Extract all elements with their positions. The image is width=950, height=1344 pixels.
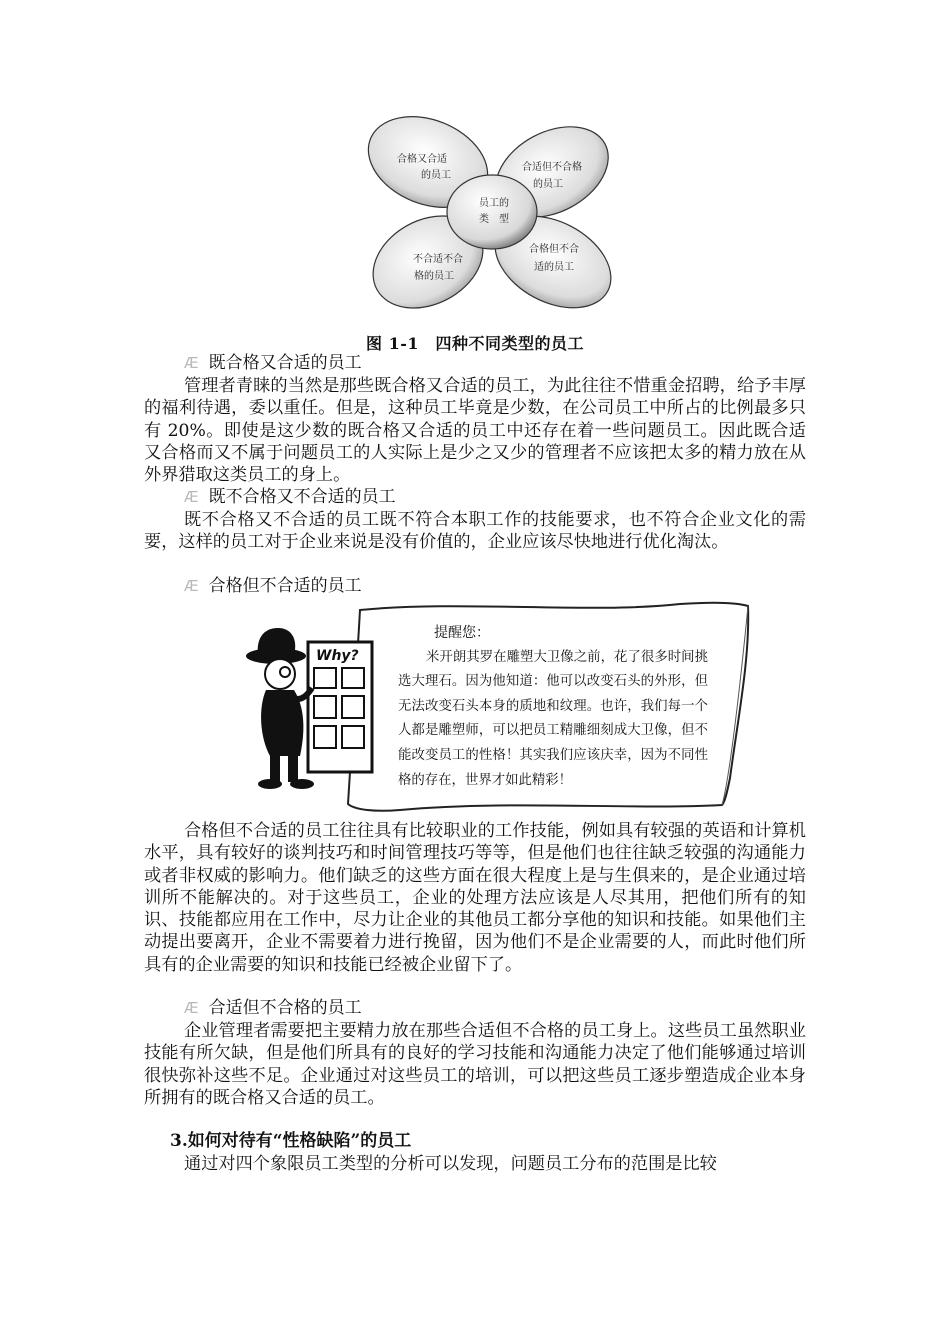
reminder-note-text bbox=[398, 621, 708, 793]
thinker-cartoon bbox=[246, 628, 372, 789]
leg bbox=[288, 754, 298, 782]
bullet-text: 既合格又合适的员工 bbox=[208, 353, 362, 373]
bullet-mark: Æ bbox=[184, 999, 199, 1017]
shoe bbox=[290, 779, 314, 789]
bullet-neither bbox=[184, 486, 396, 508]
figure-caption: 图 1-1 四种不同类型的员工 bbox=[366, 334, 584, 353]
leg bbox=[270, 754, 280, 782]
employee-types-diagram bbox=[360, 112, 620, 322]
diagram-center bbox=[447, 175, 537, 249]
reminder-body: 米开朗其罗在雕塑大卫像之前，花了很多时间挑选大理石。因为他知道：他可以改变石头的外形，但无法改变石头本身的质地和纹理。也许，我们每一个人都是雕塑师，可以把员工精雕细刻成大卫像，但不能改变员工的性格！其实我们应该庆幸，因为不同性格的存在，世界才如此精彩！ bbox=[398, 649, 708, 788]
paragraph-qualified-suitable: 管理者青睐的当然是那些既合格又合适的员工，为此往往不惜重金招聘，给予丰厚的福利待遇，委以重任。但是，这种员工毕竟是少数，在公司员工中所占的比例最多只有 20%。即使是这少数的既合格又合适的员工中还存在着一些问题员工。因此既合适又合格而又不属于问题员工的人实际上是少之又少的管理者不应该把太多的精力放在从外界猎取这类员工的身上。 bbox=[144, 376, 806, 486]
bullet-suitable-unqualified bbox=[184, 997, 362, 1019]
bullet-text: 既不合格又不合适的员工 bbox=[208, 487, 396, 507]
hat-crown bbox=[258, 628, 296, 655]
petal-label-suitable-unqualified-1: 合适但不合格 bbox=[522, 162, 582, 173]
center-label-line2: 类 型 bbox=[479, 214, 509, 225]
petal-label-qualified-suitable-2: 的员工 bbox=[421, 170, 451, 181]
bullet-text: 合格但不合适的员工 bbox=[208, 576, 362, 596]
bullet-qualified-unsuitable bbox=[184, 575, 362, 597]
shoe bbox=[258, 779, 282, 789]
center-label-line1: 员工的 bbox=[479, 198, 509, 209]
petal-label-qualified-unsuitable-1: 合格但不合 bbox=[529, 244, 579, 255]
bullet-mark: Æ bbox=[184, 354, 199, 372]
reminder-title: 提醒您： bbox=[434, 625, 490, 641]
paragraph-qualified-unsuitable: 合格但不合适的员工往往具有比较职业的工作技能，例如具有较强的英语和计算机水平，具有较好的谈判技巧和时间管理技巧等等，但是他们也往往缺乏较强的沟通能力或者非权威的影响力。他们缺乏的这些方面在很大程度上是与生俱来的，是企业通过培训所不能解决的。对于这些员工，企业的处理方法应该是人尽其用，把他们所有的知识、技能都应用在工作中，尽力让企业的其他员工都分享他的知识和技能。如果他们主动提出要离开，企业不需要着力进行挽留，因为他们不是企业需要的人，而此时他们所具有的企业需要的知识和技能已经被企业留下了。 bbox=[144, 821, 806, 975]
paragraph-personality-defects: 通过对四个象限员工类型的分析可以发现，问题员工分布的范围是比较 bbox=[184, 1154, 717, 1174]
petal-label-neither-1: 不合适不合 bbox=[413, 254, 463, 265]
bullet-qualified-suitable bbox=[184, 352, 362, 374]
why-sign-text: Why? bbox=[316, 648, 359, 664]
petal-label-suitable-unqualified-2: 的员工 bbox=[533, 179, 563, 190]
section-heading-3: 3.如何对待有“性格缺陷”的员工 bbox=[170, 1131, 412, 1151]
bullet-text: 合适但不合格的员工 bbox=[208, 998, 362, 1018]
petal-label-qualified-unsuitable-2: 适的员工 bbox=[534, 262, 574, 273]
bullet-mark: Æ bbox=[184, 488, 199, 506]
bullet-mark: Æ bbox=[184, 577, 199, 595]
petal-label-qualified-suitable-1: 合格又合适 bbox=[397, 154, 447, 165]
petal-label-neither-2: 格的员工 bbox=[414, 271, 454, 282]
paragraph-suitable-unqualified: 企业管理者需要把主要精力放在那些合适但不合格的员工身上。这些员工虽然职业技能有所欠缺，但是他们所具有的良好的学习技能和沟通能力决定了他们能够通过培训很快弥补这些不足。企业通过对这些员工的培训，可以把这些员工逐步塑造成企业本身所拥有的既合格又合适的员工。 bbox=[144, 1021, 806, 1108]
paragraph-neither: 既不合格又不合适的员工既不符合本职工作的技能要求，也不符合企业文化的需要，这样的员工对于企业来说是没有价值的，企业应该尽快地进行优化淘汰。 bbox=[144, 510, 806, 553]
